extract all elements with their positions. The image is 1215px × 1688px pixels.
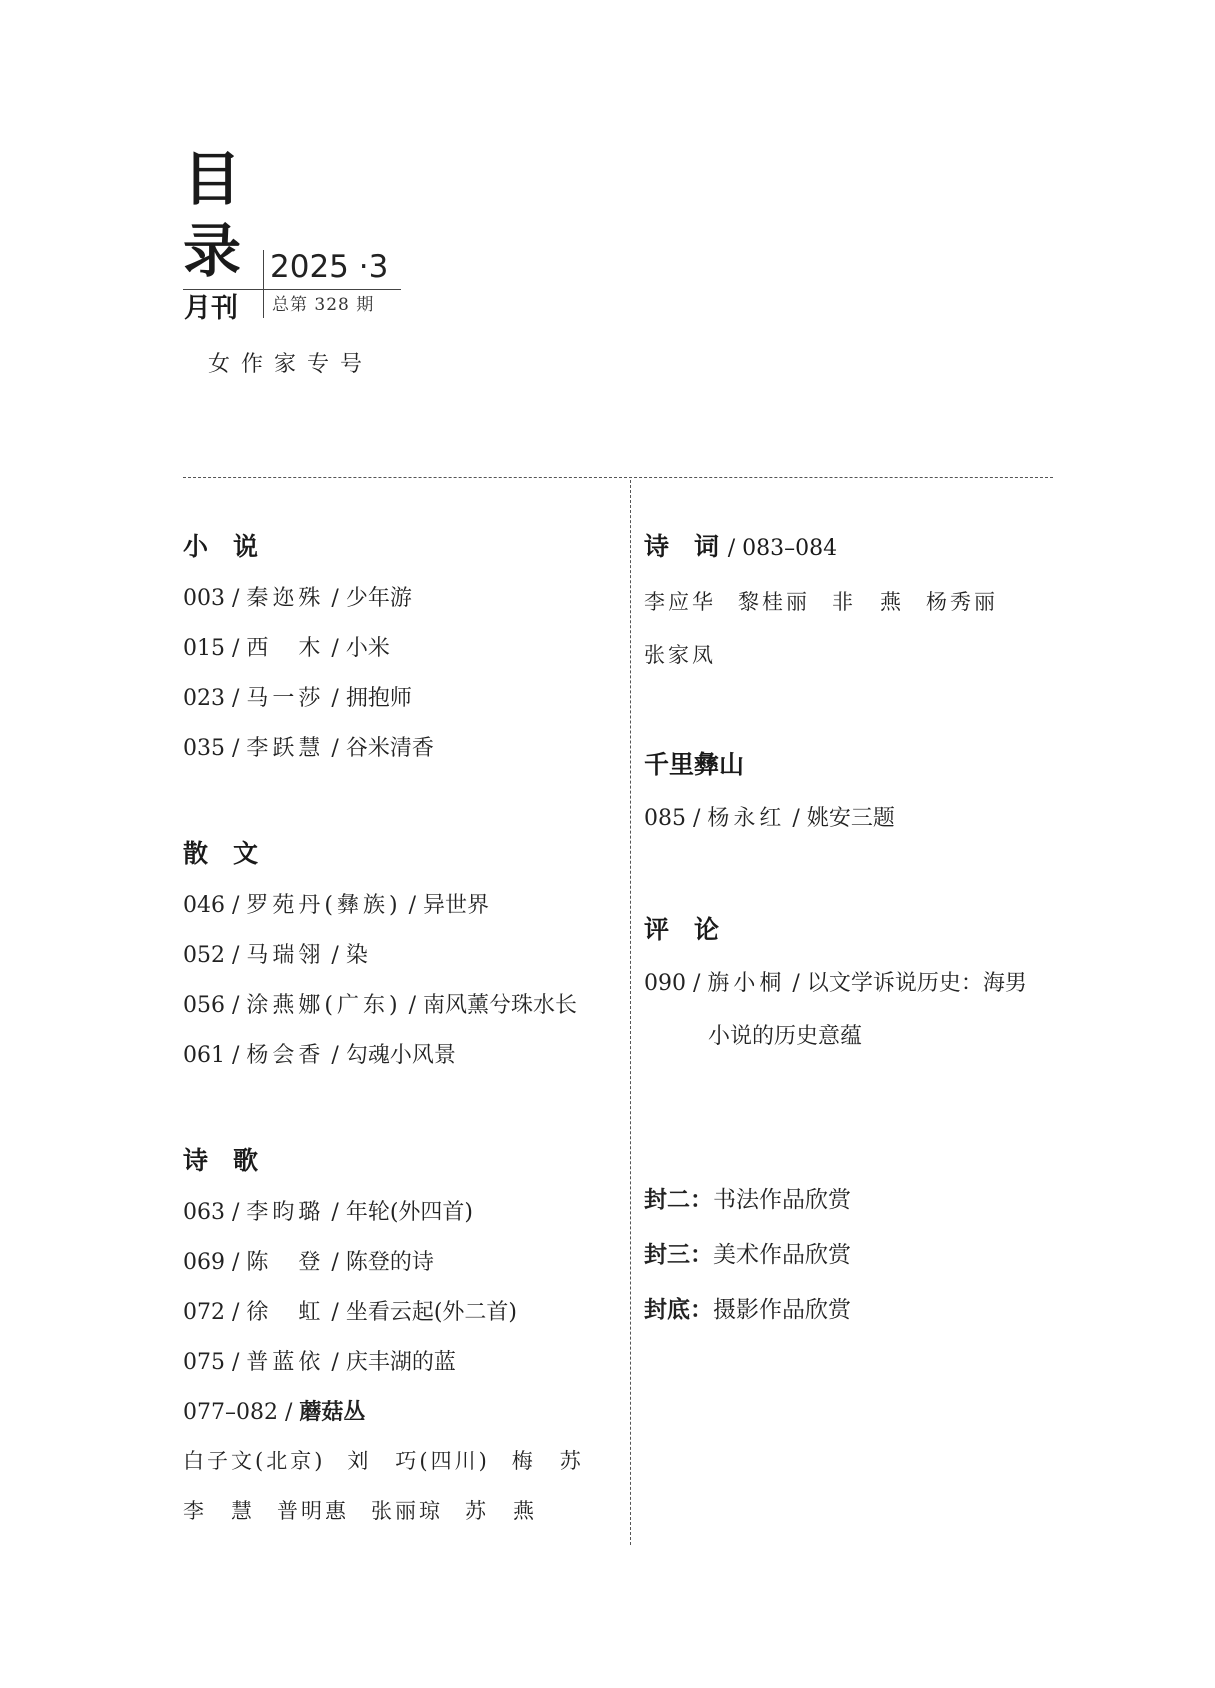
- entry-author: 马瑞翎: [246, 943, 325, 968]
- entry-author: 李跃慧: [246, 736, 325, 761]
- toc-entry[interactable]: 069 / 陈 登 / 陈登的诗: [183, 1250, 434, 1275]
- group-names-row: [183, 1446, 606, 1476]
- entry-work: 少年游: [345, 586, 412, 611]
- entry-author: 秦迩殊: [246, 586, 325, 611]
- section-title-prose: 散 文: [183, 839, 259, 868]
- ci-author: 非 燕: [832, 590, 904, 614]
- toc-entry[interactable]: 046 / 罗苑丹(彝族) / 异世界: [183, 893, 489, 918]
- cover-item: [644, 1240, 851, 1270]
- entry-work: 以文学诉说历史：海男: [806, 971, 1027, 996]
- entry-work-continuation: 小说的历史意蕴: [708, 1024, 863, 1049]
- entry-author: 李昀璐: [246, 1200, 325, 1225]
- horizontal-dashed-divider: [183, 477, 1053, 478]
- title-char-lu: 录: [183, 217, 242, 285]
- toc-entry[interactable]: 035 / 李跃慧 / 谷米清香: [183, 736, 434, 761]
- entry-author: 西 木: [246, 636, 325, 661]
- cover-label: 封三：: [644, 1242, 713, 1268]
- entry-author: 陈 登: [246, 1250, 325, 1275]
- entry-work: 姚安三题: [806, 806, 895, 831]
- entry-author: 罗苑丹(彝族): [246, 893, 402, 918]
- group-names-row: [183, 1496, 559, 1526]
- section-title-yishan: 千里彝山: [644, 750, 745, 779]
- entry-author: 旃小桐: [707, 971, 786, 996]
- entry-page: 090: [644, 971, 686, 996]
- section-title-poetry: 诗 歌: [183, 1146, 259, 1175]
- entry-page: 069: [183, 1250, 225, 1275]
- entry-work: 小米: [345, 636, 390, 661]
- entry-author: 涂燕娜(广东): [246, 993, 402, 1018]
- entry-work: 拥抱师: [345, 686, 412, 711]
- cover-label: 封底：: [644, 1297, 713, 1323]
- total-issue: 总第 328 期: [272, 295, 375, 315]
- entry-work: 年轮(外四首): [345, 1200, 473, 1225]
- entry-work: 庆丰湖的蓝: [345, 1350, 456, 1375]
- entry-page: 015: [183, 636, 225, 661]
- ci-author: 张家凤: [644, 643, 716, 667]
- monthly-label: 月刊: [184, 293, 238, 324]
- toc-entry[interactable]: 063 / 李昀璐 / 年轮(外四首): [183, 1200, 473, 1225]
- section-title-ci-text: 诗 词: [644, 532, 720, 561]
- ci-names-row: [644, 640, 738, 670]
- toc-entry[interactable]: 003 / 秦迩殊 / 少年游: [183, 586, 412, 611]
- entry-author: 徐 虹: [246, 1300, 325, 1325]
- entry-author: 杨永红: [707, 806, 786, 831]
- special-edition: 女作家专号: [208, 352, 374, 377]
- entry-work: 陈登的诗: [345, 1250, 434, 1275]
- ci-author: 杨秀丽: [926, 590, 998, 614]
- group-author: 李 慧: [183, 1499, 255, 1523]
- toc-entry[interactable]: 052 / 马瑞翎 / 染: [183, 943, 368, 968]
- toc-entry[interactable]: 072 / 徐 虹 / 坐看云起(外二首): [183, 1300, 517, 1325]
- entry-page: 075: [183, 1350, 225, 1375]
- entry-page: 003: [183, 586, 225, 611]
- entry-work: 谷米清香: [345, 736, 434, 761]
- entry-work: 勾魂小风景: [345, 1043, 456, 1068]
- cover-text: 书法作品欣赏: [713, 1187, 851, 1213]
- toc-entry[interactable]: 056 / 涂燕娜(广东) / 南风薰兮珠水长: [183, 993, 577, 1018]
- entry-page: 072: [183, 1300, 225, 1325]
- entry-author: 马一莎: [246, 686, 325, 711]
- entry-page: 063: [183, 1200, 225, 1225]
- entry-work: 染: [345, 943, 368, 968]
- group-author: 刘 巧(四川): [347, 1449, 490, 1473]
- entry-page: 061: [183, 1043, 225, 1068]
- cover-text: 摄影作品欣赏: [713, 1297, 851, 1323]
- group-author: 苏 燕: [465, 1499, 537, 1523]
- entry-work: 坐看云起(外二首): [345, 1300, 517, 1325]
- header-vertical-rule: [263, 250, 264, 318]
- entry-work: 异世界: [422, 893, 489, 918]
- group-author: 梅 苏: [511, 1449, 584, 1473]
- header-horizontal-rule: [183, 289, 401, 290]
- toc-entry[interactable]: 090 / 旃小桐 / 以文学诉说历史：海男: [644, 971, 1027, 996]
- entry-page: 056: [183, 993, 225, 1018]
- ci-names-row: [644, 587, 1020, 617]
- entry-work: 南风薰兮珠水长: [422, 993, 577, 1018]
- entry-author: 普蓝依: [246, 1350, 325, 1375]
- section-pages: / 083–084: [727, 536, 838, 561]
- entry-page: 023: [183, 686, 225, 711]
- entry-page: 046: [183, 893, 225, 918]
- entry-page: 035: [183, 736, 225, 761]
- toc-entry[interactable]: 085 / 杨永红 / 姚安三题: [644, 806, 895, 831]
- title-char-mu: 目: [183, 145, 242, 213]
- entry-page: 085: [644, 806, 686, 831]
- toc-entry[interactable]: 015 / 西 木 / 小米: [183, 636, 390, 661]
- cover-item: [644, 1185, 851, 1215]
- group-title: 蘑菇丛: [299, 1400, 366, 1425]
- toc-entry-group[interactable]: 077–082 / 蘑菇丛: [183, 1400, 366, 1425]
- ci-author: 黎桂丽: [738, 590, 810, 614]
- cover-label: 封二：: [644, 1187, 713, 1213]
- entry-page: 077–082: [183, 1400, 278, 1425]
- toc-entry[interactable]: 061 / 杨会香 / 勾魂小风景: [183, 1043, 456, 1068]
- entry-author: 杨会香: [246, 1043, 325, 1068]
- vertical-dashed-divider: [630, 480, 631, 1545]
- cover-text: 美术作品欣赏: [713, 1242, 851, 1268]
- group-author: 普明惠: [277, 1499, 349, 1523]
- entry-page: 052: [183, 943, 225, 968]
- ci-author: 李应华: [644, 590, 716, 614]
- group-author: 白子文(北京): [183, 1449, 326, 1473]
- group-author: 张丽琼: [371, 1499, 443, 1523]
- toc-entry[interactable]: 023 / 马一莎 / 拥抱师: [183, 686, 412, 711]
- section-title-ci: [644, 531, 837, 565]
- toc-entry[interactable]: 075 / 普蓝依 / 庆丰湖的蓝: [183, 1350, 456, 1375]
- cover-item: [644, 1295, 851, 1325]
- year-issue: 2025 ·3: [270, 249, 389, 285]
- section-title-fiction: 小 说: [183, 532, 259, 561]
- section-title-review: 评 论: [644, 915, 720, 944]
